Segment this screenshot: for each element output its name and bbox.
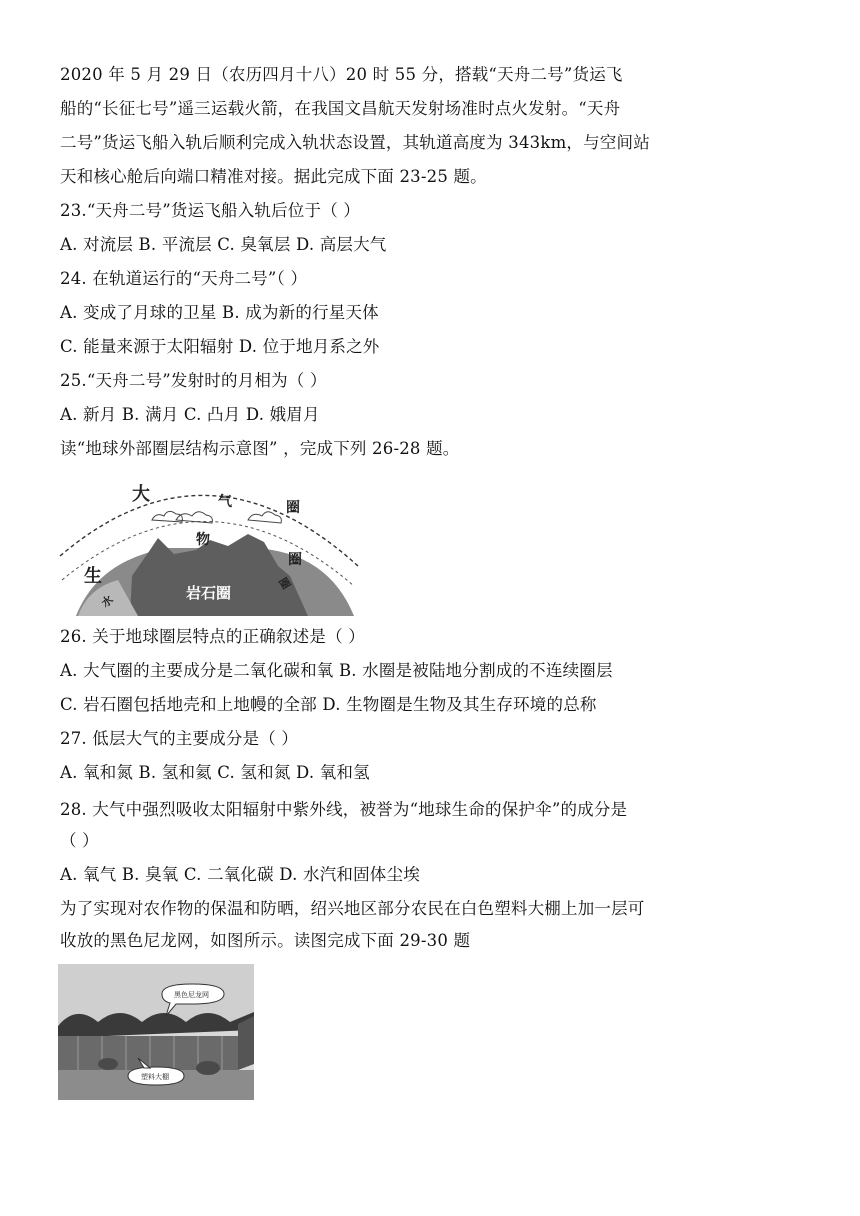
label-da: 大 bbox=[132, 484, 150, 505]
greenhouse-intro-1: 为了实现对农作物的保温和防晒，绍兴地区部分农民在白色塑料大棚上加一层可 bbox=[60, 899, 645, 918]
question-24: 24. 在轨道运行的“天舟二号”（ ） bbox=[60, 269, 308, 288]
options-23: A. 对流层 B. 平流层 C. 臭氧层 D. 高层大气 bbox=[60, 235, 387, 254]
question-26: 26. 关于地球圈层特点的正确叙述是（ ） bbox=[60, 627, 365, 646]
question-27: 27. 低层大气的主要成分是（ ） bbox=[60, 729, 299, 748]
label-quan-small: 圈 bbox=[275, 575, 293, 592]
greenhouse-photo bbox=[58, 964, 254, 1100]
label-wu: 物 bbox=[196, 532, 210, 548]
label-plastic-greenhouse: 塑料大棚 bbox=[141, 1073, 169, 1081]
question-28: 28. 大气中强烈吸收太阳辐射中紫外线，被誉为“地球生命的保护伞”的成分是 bbox=[60, 800, 628, 819]
text-line: 二号”货运飞船入轨后顺利完成入轨状态设置，其轨道高度为 343km，与空间站 bbox=[60, 133, 650, 152]
label-shui: 水 bbox=[99, 592, 116, 610]
options-25: A. 新月 B. 满月 C. 凸月 D. 娥眉月 bbox=[60, 405, 320, 424]
question-23: 23.“天舟二号”货运飞船入轨后位于（ ） bbox=[60, 201, 361, 220]
question-28-bracket: （ ） bbox=[60, 831, 99, 850]
greenhouse-intro-2: 收放的黑色尼龙网，如图所示。读图完成下面 29-30 题 bbox=[60, 931, 471, 950]
options-28: A. 氧气 B. 臭氧 C. 二氧化碳 D. 水汽和固体尘埃 bbox=[60, 865, 420, 884]
options-26-ab: A. 大气圈的主要成分是二氧化碳和氧 B. 水圈是被陆地分割成的不连续圈层 bbox=[60, 661, 613, 680]
earth-spheres-diagram bbox=[58, 468, 364, 616]
text-line: 天和核心舱后向端口精准对接。据此完成下面 23-25 题。 bbox=[60, 167, 487, 186]
label-quan-top: 圈 bbox=[286, 500, 300, 516]
options-24-ab: A. 变成了月球的卫星 B. 成为新的行星天体 bbox=[60, 303, 379, 322]
label-sheng: 生 bbox=[84, 566, 102, 587]
text-line: 2020 年 5 月 29 日（农历四月十八）20 时 55 分，搭载“天舟二号”货运飞 bbox=[60, 65, 623, 84]
label-lithosphere: 岩石圈 bbox=[186, 584, 232, 602]
label-qi: 气 bbox=[218, 494, 232, 510]
label-quan-mid: 圈 bbox=[288, 552, 302, 568]
text-line: 船的“长征七号”遥三运载火箭，在我国文昌航天发射场准时点火发射。“天舟 bbox=[60, 99, 621, 118]
question-25: 25.“天舟二号”发射时的月相为（ ） bbox=[60, 371, 327, 390]
options-24-cd: C. 能量来源于太阳辐射 D. 位于地月系之外 bbox=[60, 337, 380, 356]
options-27: A. 氧和氮 B. 氢和氦 C. 氢和氮 D. 氧和氢 bbox=[60, 763, 370, 782]
label-nylon-net: 黑色尼龙网 bbox=[174, 991, 209, 999]
figure-intro: 读“地球外部圈层结构示意图” ，完成下列 26-28 题。 bbox=[60, 439, 460, 458]
options-26-cd: C. 岩石圈包括地壳和上地幔的全部 D. 生物圈是生物及其生存环境的总称 bbox=[60, 695, 597, 714]
